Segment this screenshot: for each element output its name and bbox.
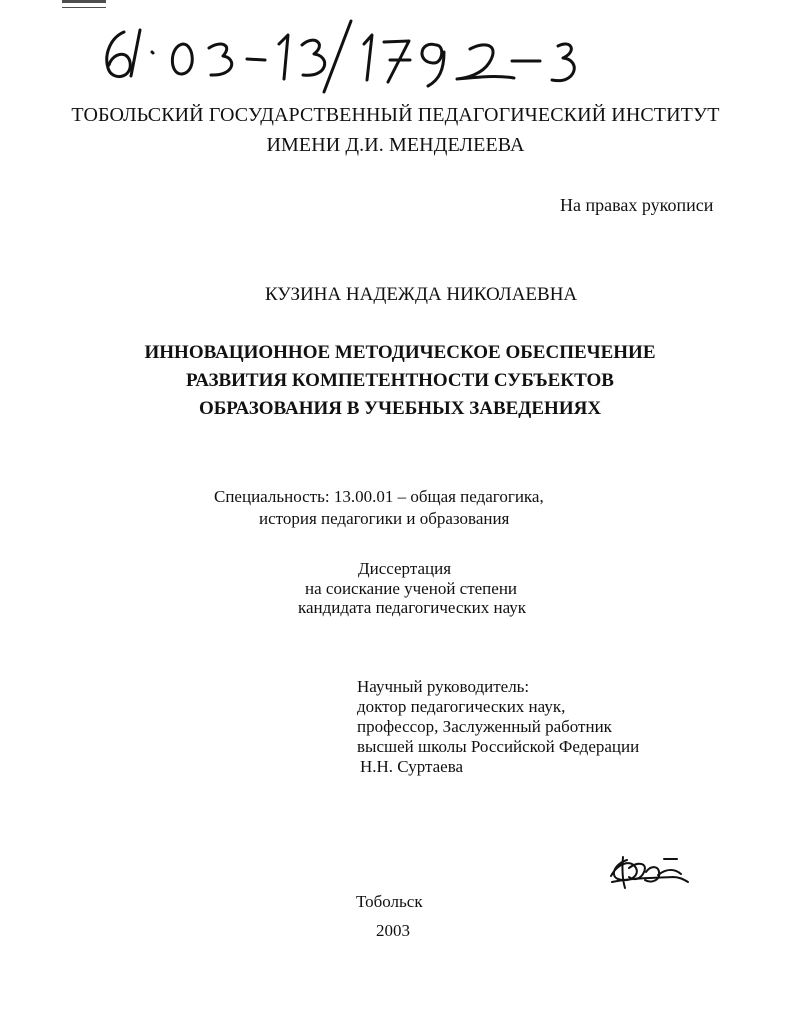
speciality-line-1: Специальность: 13.00.01 – общая педагогика,	[214, 487, 544, 506]
dissertation-title-line-2: РАЗВИТИЯ КОМПЕТЕНТНОСТИ СУБЪЕКТОВ	[186, 370, 614, 391]
institute-name-line-1: ТОБОЛЬСКИЙ ГОСУДАРСТВЕННЫЙ ПЕДАГОГИЧЕСКИЙ ИНСТИТУТ	[71, 104, 720, 126]
supervisor-name: Н.Н. Суртаева	[360, 757, 464, 776]
handwritten-registration-number	[96, 10, 576, 100]
manuscript-rights-note: На правах рукописи	[560, 195, 714, 215]
dissertation-title-line-3: ОБРАЗОВАНИЯ В УЧЕБНЫХ ЗАВЕДЕНИЯХ	[198, 398, 602, 419]
supervisor-degree-line: доктор педагогических наук,	[357, 697, 566, 716]
institute-name-line-2: ИМЕНИ Д.И. МЕНДЕЛЕЕВА	[266, 134, 525, 156]
dissertation-label: Диссертация	[358, 559, 452, 578]
scan-mark	[62, 0, 106, 8]
degree-line-2: кандидата педагогических наук	[298, 598, 527, 617]
author-name: КУЗИНА НАДЕЖДА НИКОЛАЕВНА	[265, 284, 578, 305]
supervisor-title-line-1: профессор, Заслуженный работник	[357, 717, 612, 736]
speciality-line-2: история педагогики и образования	[259, 509, 510, 528]
degree-line-1: на соискание ученой степени	[305, 579, 518, 598]
dissertation-title-line-1: ИННОВАЦИОННОЕ МЕТОДИЧЕСКОЕ ОБЕСПЕЧЕНИЕ	[144, 342, 656, 363]
supervisor-label: Научный руководитель:	[357, 677, 530, 696]
city: Тобольск	[356, 892, 423, 911]
signature-drawing	[603, 850, 693, 894]
year: 2003	[376, 921, 410, 940]
handwritten-registration-number-drawing	[96, 10, 576, 100]
supervisor-title-line-2: высшей школы Российской Федерации	[357, 737, 640, 756]
handwritten-signature	[603, 850, 693, 894]
